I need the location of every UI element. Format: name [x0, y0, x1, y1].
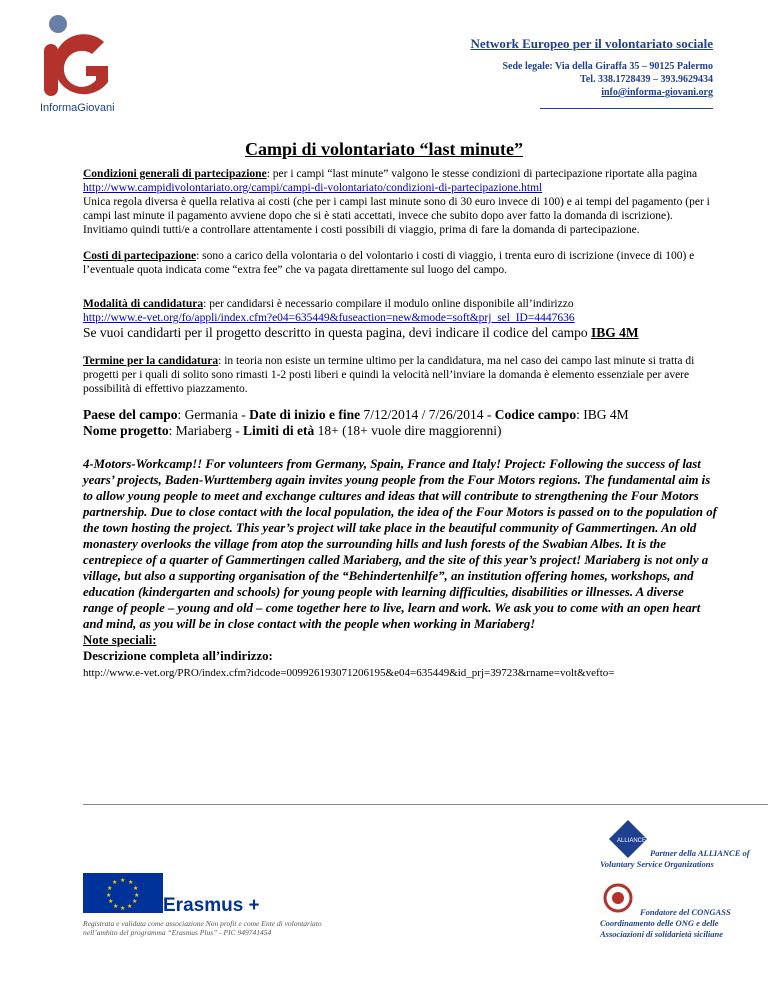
code-label: Codice campo	[494, 407, 577, 422]
network-title: Network Europeo per il volontariato sociale	[470, 36, 713, 51]
application-link[interactable]: http://www.e-vet.org/fo/appli/index.cfm?e04=635449&fuseaction=new&mode=soft&prj_sel_ID=4447636	[83, 312, 575, 324]
svg-text:★: ★	[134, 892, 140, 899]
congass-founder-text: Fondatore del CONGASS Coordinamento delle ONG e delle Associazioni di solidarietà siciliane	[600, 907, 731, 939]
full-description-url[interactable]: http://www.e-vet.org/PRO/index.cfm?idcode=009926193071206195&e04=635449&id_prj=39723&rname=volt&vefto=	[83, 667, 615, 679]
camp-info	[83, 407, 715, 439]
application-section	[83, 297, 715, 341]
svg-text:★: ★	[113, 903, 119, 910]
email-link[interactable]: info@informa-giovani.org	[601, 87, 713, 98]
registration-note: Registrata e validata come associazione Non profit e come Ente di volontariato nell’ambito del programma “Erasmus Plus” - PIC 949741454	[83, 919, 322, 937]
conditions-text: : per i campi “last minute” valgono le stesse condizioni di partecipazione riportate alla pagina	[266, 168, 698, 180]
age-label: Limiti di età	[242, 423, 315, 438]
conditions-rule-text: Unica regola diversa è quella relativa ai costi (che per i campi last minute sono di 30 euro invece di 100) e ai tempi del pagamento (per i campi last minute il pagamento avviene dopo che si è stati accettati, invece che subito dopo aver fatto la domanda di iscrizione).	[83, 196, 710, 222]
alliance-badge-text: ALLIANCE	[617, 838, 647, 844]
conditions-section	[83, 167, 715, 237]
dates-value: 7/12/2014 / 7/26/2014 -	[360, 407, 495, 422]
application-text: : per candidarsi è necessario compilare il modulo online disponibile all’indirizzo	[203, 298, 574, 310]
conditions-link[interactable]: http://www.campidivolontariato.org/campi/campi-di-volontariato/condizioni-di-partecipazione.html	[83, 182, 543, 194]
conditions-heading: Condizioni generali di partecipazione	[83, 168, 267, 180]
svg-text:★: ★	[108, 898, 114, 905]
eu-flag	[83, 873, 163, 913]
project-name-value: : Mariaberg -	[168, 423, 243, 438]
notes-label: Note speciali:	[83, 633, 157, 647]
svg-text:★: ★	[133, 885, 139, 892]
costs-text: : sono a carico della volontaria o del volontario i costi di viaggio, i trenta euro di iscrizione (invece di 100) e l’eventuale quota indicata come “extra fee” che va pagata direttamente sul luogo del campo.	[83, 250, 695, 276]
eu-stars-icon	[83, 873, 163, 913]
dates-label: Date di inizio e fine	[249, 407, 361, 422]
description-text: 4-Motors-Workcamp!! For volunteers from Germany, Spain, France and Italy! Project: Following the success of last years’ projects, Baden-Wurttemberg again invites young people from the Four Motors regions. The fundamental aim is to allow young people to meet and exchange cultures and ideas that will contribute to strengthening the Four Motors partnership. Due to close contact with the local population, the idea of the Four Motors is passed on to the population of the town hosting the project. This year’s project will take place in the beautiful community of Gammertingen. An old monastery overlooks the village from atop the surrounding hills and lush forests of the Swabian Albes. It is the centrepiece of a quarter of Gammertingen called Mariaberg, and the site of this year’s project! Mariaberg is not only a village, but also a supporting organisation of the “Behindertenhilfe”, an institution offering homes, workshops, and education (kindergarten and schools) for young people with learning difficulties, disabilities or illnesses. A diverse range of people – young and old – come together here to live, learn and work. We ask you to come with an open heart and mind, as you will be in close contact with the people when working in Mariaberg!	[83, 457, 717, 631]
code-value: : IBG 4M	[576, 407, 629, 422]
svg-text:★: ★	[106, 892, 112, 899]
conditions-invite-text: Invitiamo quindi tutti/e a controllare attentamente i costi possibili di viaggio, prima di fare la domanda di partecipazione.	[83, 224, 640, 236]
alliance-partner-text: Partner della ALLIANCE of Voluntary Service Organizations	[600, 848, 750, 869]
country-value: : Germania -	[177, 407, 250, 422]
erasmus-label: Erasmus +	[163, 895, 260, 916]
deadline-heading: Termine per la candidatura	[83, 355, 219, 367]
svg-text:★: ★	[128, 879, 134, 886]
phone: Tel. 338.1728439 – 393.9629434	[580, 74, 713, 85]
informagiovani-logo	[32, 10, 127, 120]
logo-text: InformaGiovani	[40, 102, 115, 114]
application-code: IBG 4M	[590, 325, 639, 340]
costs-heading: Costi di partecipazione	[83, 250, 197, 262]
svg-text:★: ★	[112, 879, 118, 886]
deadline-text: : in teoria non esiste un termine ultimo per la candidatura, ma nel caso dei campo last minute si tratta di progetti per i quali di solito sono rimasti 1-2 posti liberi e quindi la velocità nell’inviare la domanda è elemento essenziale per avere possibilità di effettivo piazzamento.	[83, 355, 695, 395]
svg-text:★: ★	[120, 877, 126, 884]
svg-text:★: ★	[127, 903, 133, 910]
svg-text:★: ★	[107, 885, 113, 892]
svg-text:★: ★	[132, 898, 138, 905]
page-title: Campi di volontariato “last minute”	[244, 139, 523, 159]
address: Sede legale: Via della Giraffa 35 – 90125 Palermo	[502, 61, 713, 72]
project-description	[83, 456, 717, 664]
header-divider	[540, 108, 713, 109]
deadline-section	[83, 354, 715, 396]
country-label: Paese del campo	[83, 407, 178, 422]
application-code-text: Se vuoi candidarti per il progetto descritto in questa pagina, devi indicare il codice del campo	[83, 325, 591, 340]
footer-divider	[83, 804, 768, 805]
full-description-label: Descrizione completa all’indirizzo:	[83, 649, 273, 663]
project-name-label: Nome progetto	[83, 423, 169, 438]
age-value: 18+ (18+ vuole dire maggiorenni)	[314, 423, 502, 438]
application-heading: Modalità di candidatura	[83, 298, 204, 310]
svg-text:★: ★	[120, 905, 126, 912]
costs-section	[83, 249, 715, 277]
